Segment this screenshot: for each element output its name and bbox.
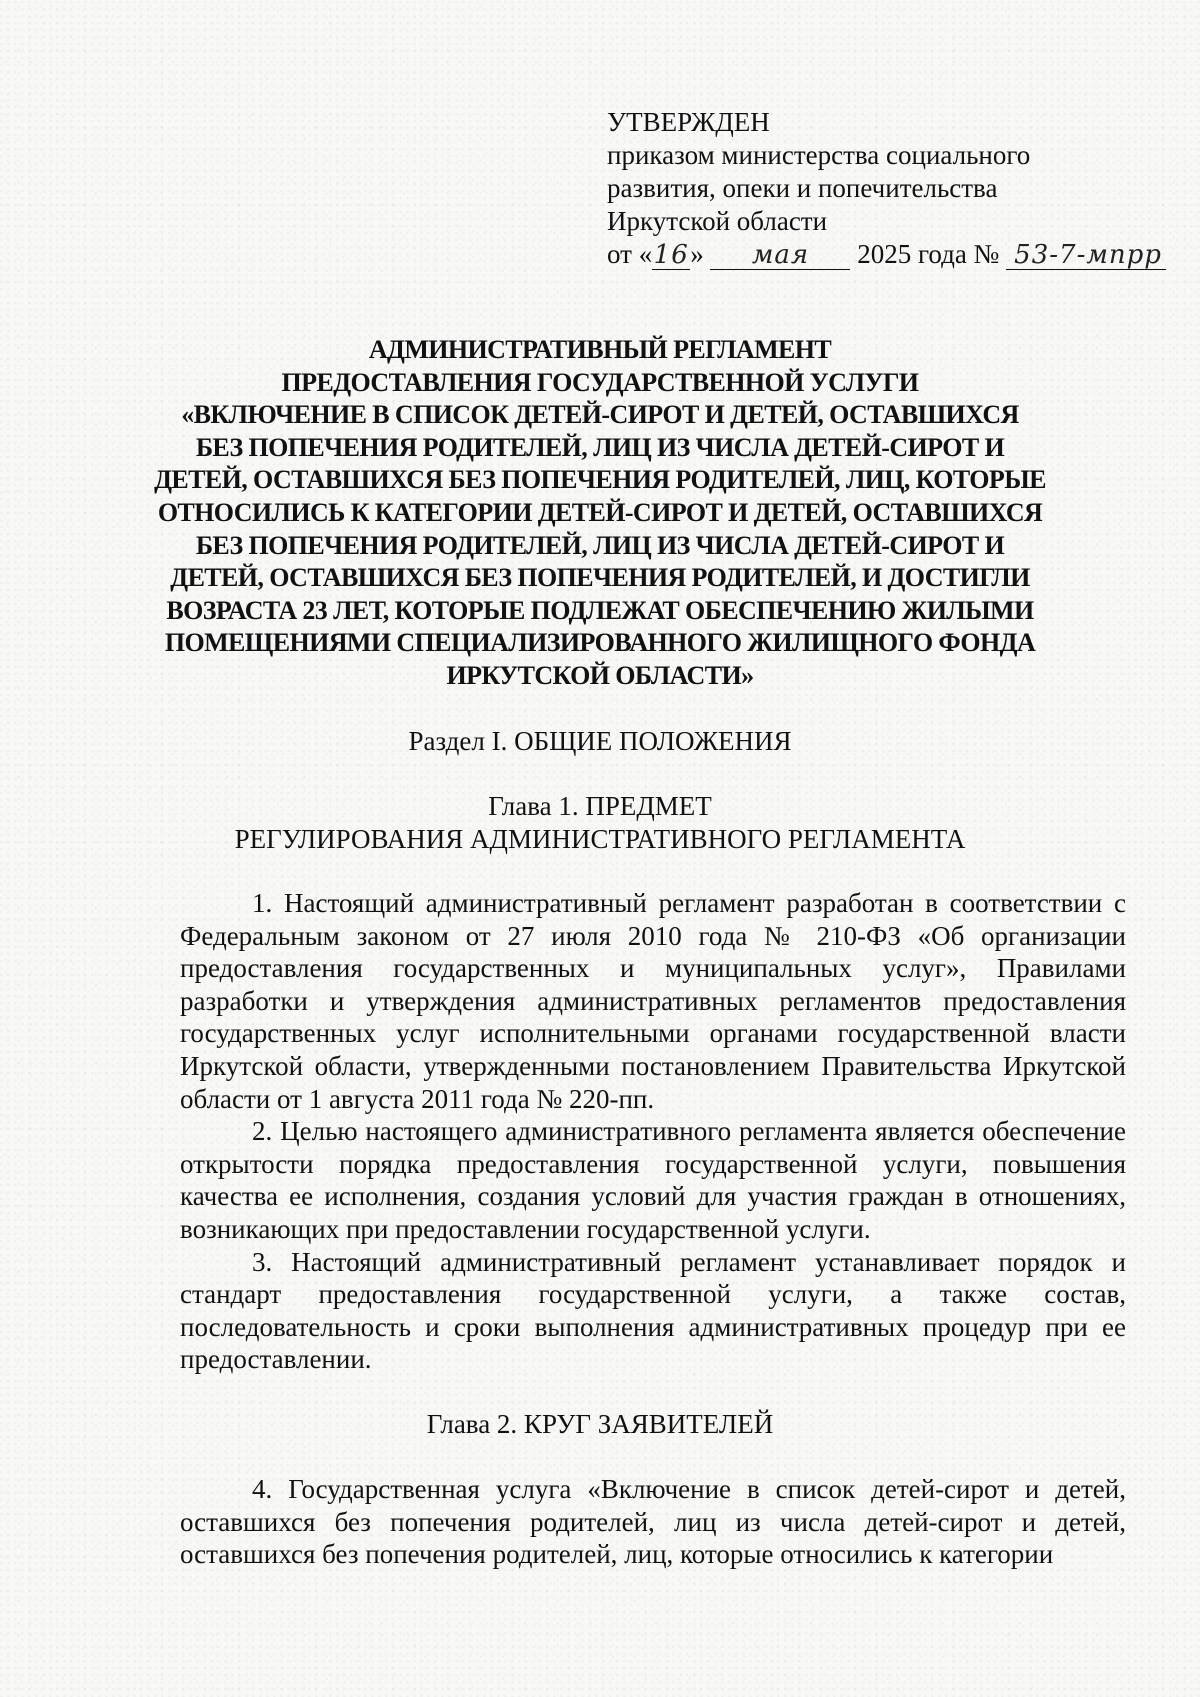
title-line: ДЕТЕЙ, ОСТАВШИХСЯ БЕЗ ПОПЕЧЕНИЯ РОДИТЕЛЕЙ, ЛИЦ, КОТОРЫЕ bbox=[154, 465, 1046, 495]
chapter-2-heading: Глава 2. КРУГ ЗАЯВИТЕЛЕЙ bbox=[426, 1409, 774, 1439]
title-line: ДЕТЕЙ, ОСТАВШИХСЯ БЕЗ ПОПЕЧЕНИЯ РОДИТЕЛЕЙ, И ДОСТИГЛИ bbox=[170, 563, 1030, 593]
paragraph-2: 2. Целью настоящего административного регламента является обеспечение открытости порядка предоставления государственной услуги, повышения качества ее исполнения, создания условий для участия граждан в отношениях, возникающих при предоставлении государственной услуги. bbox=[180, 1116, 1126, 1244]
approval-line-3: Иркутской области bbox=[607, 206, 828, 236]
order-number-handwritten: 53-7-мпрр bbox=[1006, 241, 1166, 270]
title-line: БЕЗ ПОПЕЧЕНИЯ РОДИТЕЛЕЙ, ЛИЦ ИЗ ЧИСЛА ДЕТЕЙ-СИРОТ И bbox=[195, 432, 1005, 462]
chapter-1-body bbox=[180, 887, 1126, 1376]
chapter-1-heading bbox=[150, 790, 1050, 856]
date-year-text: 2025 года № bbox=[857, 239, 1000, 269]
title-line: «ВКЛЮЧЕНИЕ В СПИСОК ДЕТЕЙ-СИРОТ И ДЕТЕЙ, ОСТАВШИХСЯ bbox=[181, 400, 1019, 430]
chapter-2-body bbox=[180, 1473, 1126, 1571]
title-line: БЕЗ ПОПЕЧЕНИЯ РОДИТЕЛЕЙ, ЛИЦ ИЗ ЧИСЛА ДЕТЕЙ-СИРОТ И bbox=[195, 530, 1005, 560]
date-prefix: от « bbox=[607, 239, 653, 269]
date-day-handwritten: 16 bbox=[653, 240, 689, 270]
title-line: ИРКУТСКОЙ ОБЛАСТИ» bbox=[446, 660, 754, 690]
date-month-handwritten: мая bbox=[710, 241, 850, 270]
title-line: ПОМЕЩЕНИЯМИ СПЕЦИАЛИЗИРОВАННОГО ЖИЛИЩНОГО ФОНДА bbox=[164, 628, 1036, 658]
approval-line-2: развития, опеки и попечительства bbox=[607, 173, 998, 203]
paragraph-4: 4. Государственная услуга «Включение в список детей-сирот и детей, оставшихся без попечения родителей, лиц из числа детей-сирот и детей, оставшихся без попечения родителей, лиц, которые относились к категории bbox=[180, 1474, 1126, 1570]
paragraph-1: 1. Настоящий административный регламент разработан в соответствии с Федеральным законом от 27 июля 2010 года № 210-ФЗ «Об организации предоставления государственных и муниципальных услуг», Правилами разработки и утверждения административных регламентов предоставления государственных услуг исполнительными органами государственной власти Иркутской области, утвержденными постановлением Правительства Иркутской области от 1 августа 2011 года № 220-пп. bbox=[180, 888, 1126, 1114]
document-title bbox=[150, 334, 1050, 693]
chapter-1-heading-line-2: РЕГУЛИРОВАНИЯ АДМИНИСТРАТИВНОГО РЕГЛАМЕНТА bbox=[234, 824, 966, 854]
section-heading: Раздел I. ОБЩИЕ ПОЛОЖЕНИЯ bbox=[408, 726, 792, 756]
approval-block bbox=[607, 106, 1167, 271]
title-line: ВОЗРАСТА 23 ЛЕТ, КОТОРЫЕ ПОДЛЕЖАТ ОБЕСПЕЧЕНИЮ ЖИЛЫМИ bbox=[166, 595, 1034, 625]
title-line: ОТНОСИЛИСЬ К КАТЕГОРИИ ДЕТЕЙ-СИРОТ И ДЕТЕЙ, ОСТАВШИХСЯ bbox=[157, 497, 1043, 527]
approval-heading: УТВЕРЖДЕН bbox=[607, 107, 770, 137]
paragraph-3: 3. Настоящий административный регламент устанавливает порядок и стандарт предоставления государственной услуги, а также состав, последовательность и сроки выполнения административных процедур при ее предоставлении. bbox=[180, 1246, 1126, 1375]
approval-line-1: приказом министерства социального bbox=[607, 140, 1031, 170]
title-line: АДМИНИСТРАТИВНЫЙ РЕГЛАМЕНТ bbox=[368, 335, 832, 364]
title-line: ПРЕДОСТАВЛЕНИЯ ГОСУДАРСТВЕННОЙ УСЛУГИ bbox=[281, 367, 919, 397]
chapter-1-heading-line-1: Глава 1. ПРЕДМЕТ bbox=[488, 791, 712, 821]
date-quote-close: » bbox=[690, 239, 704, 269]
approval-date-line bbox=[607, 238, 1167, 271]
